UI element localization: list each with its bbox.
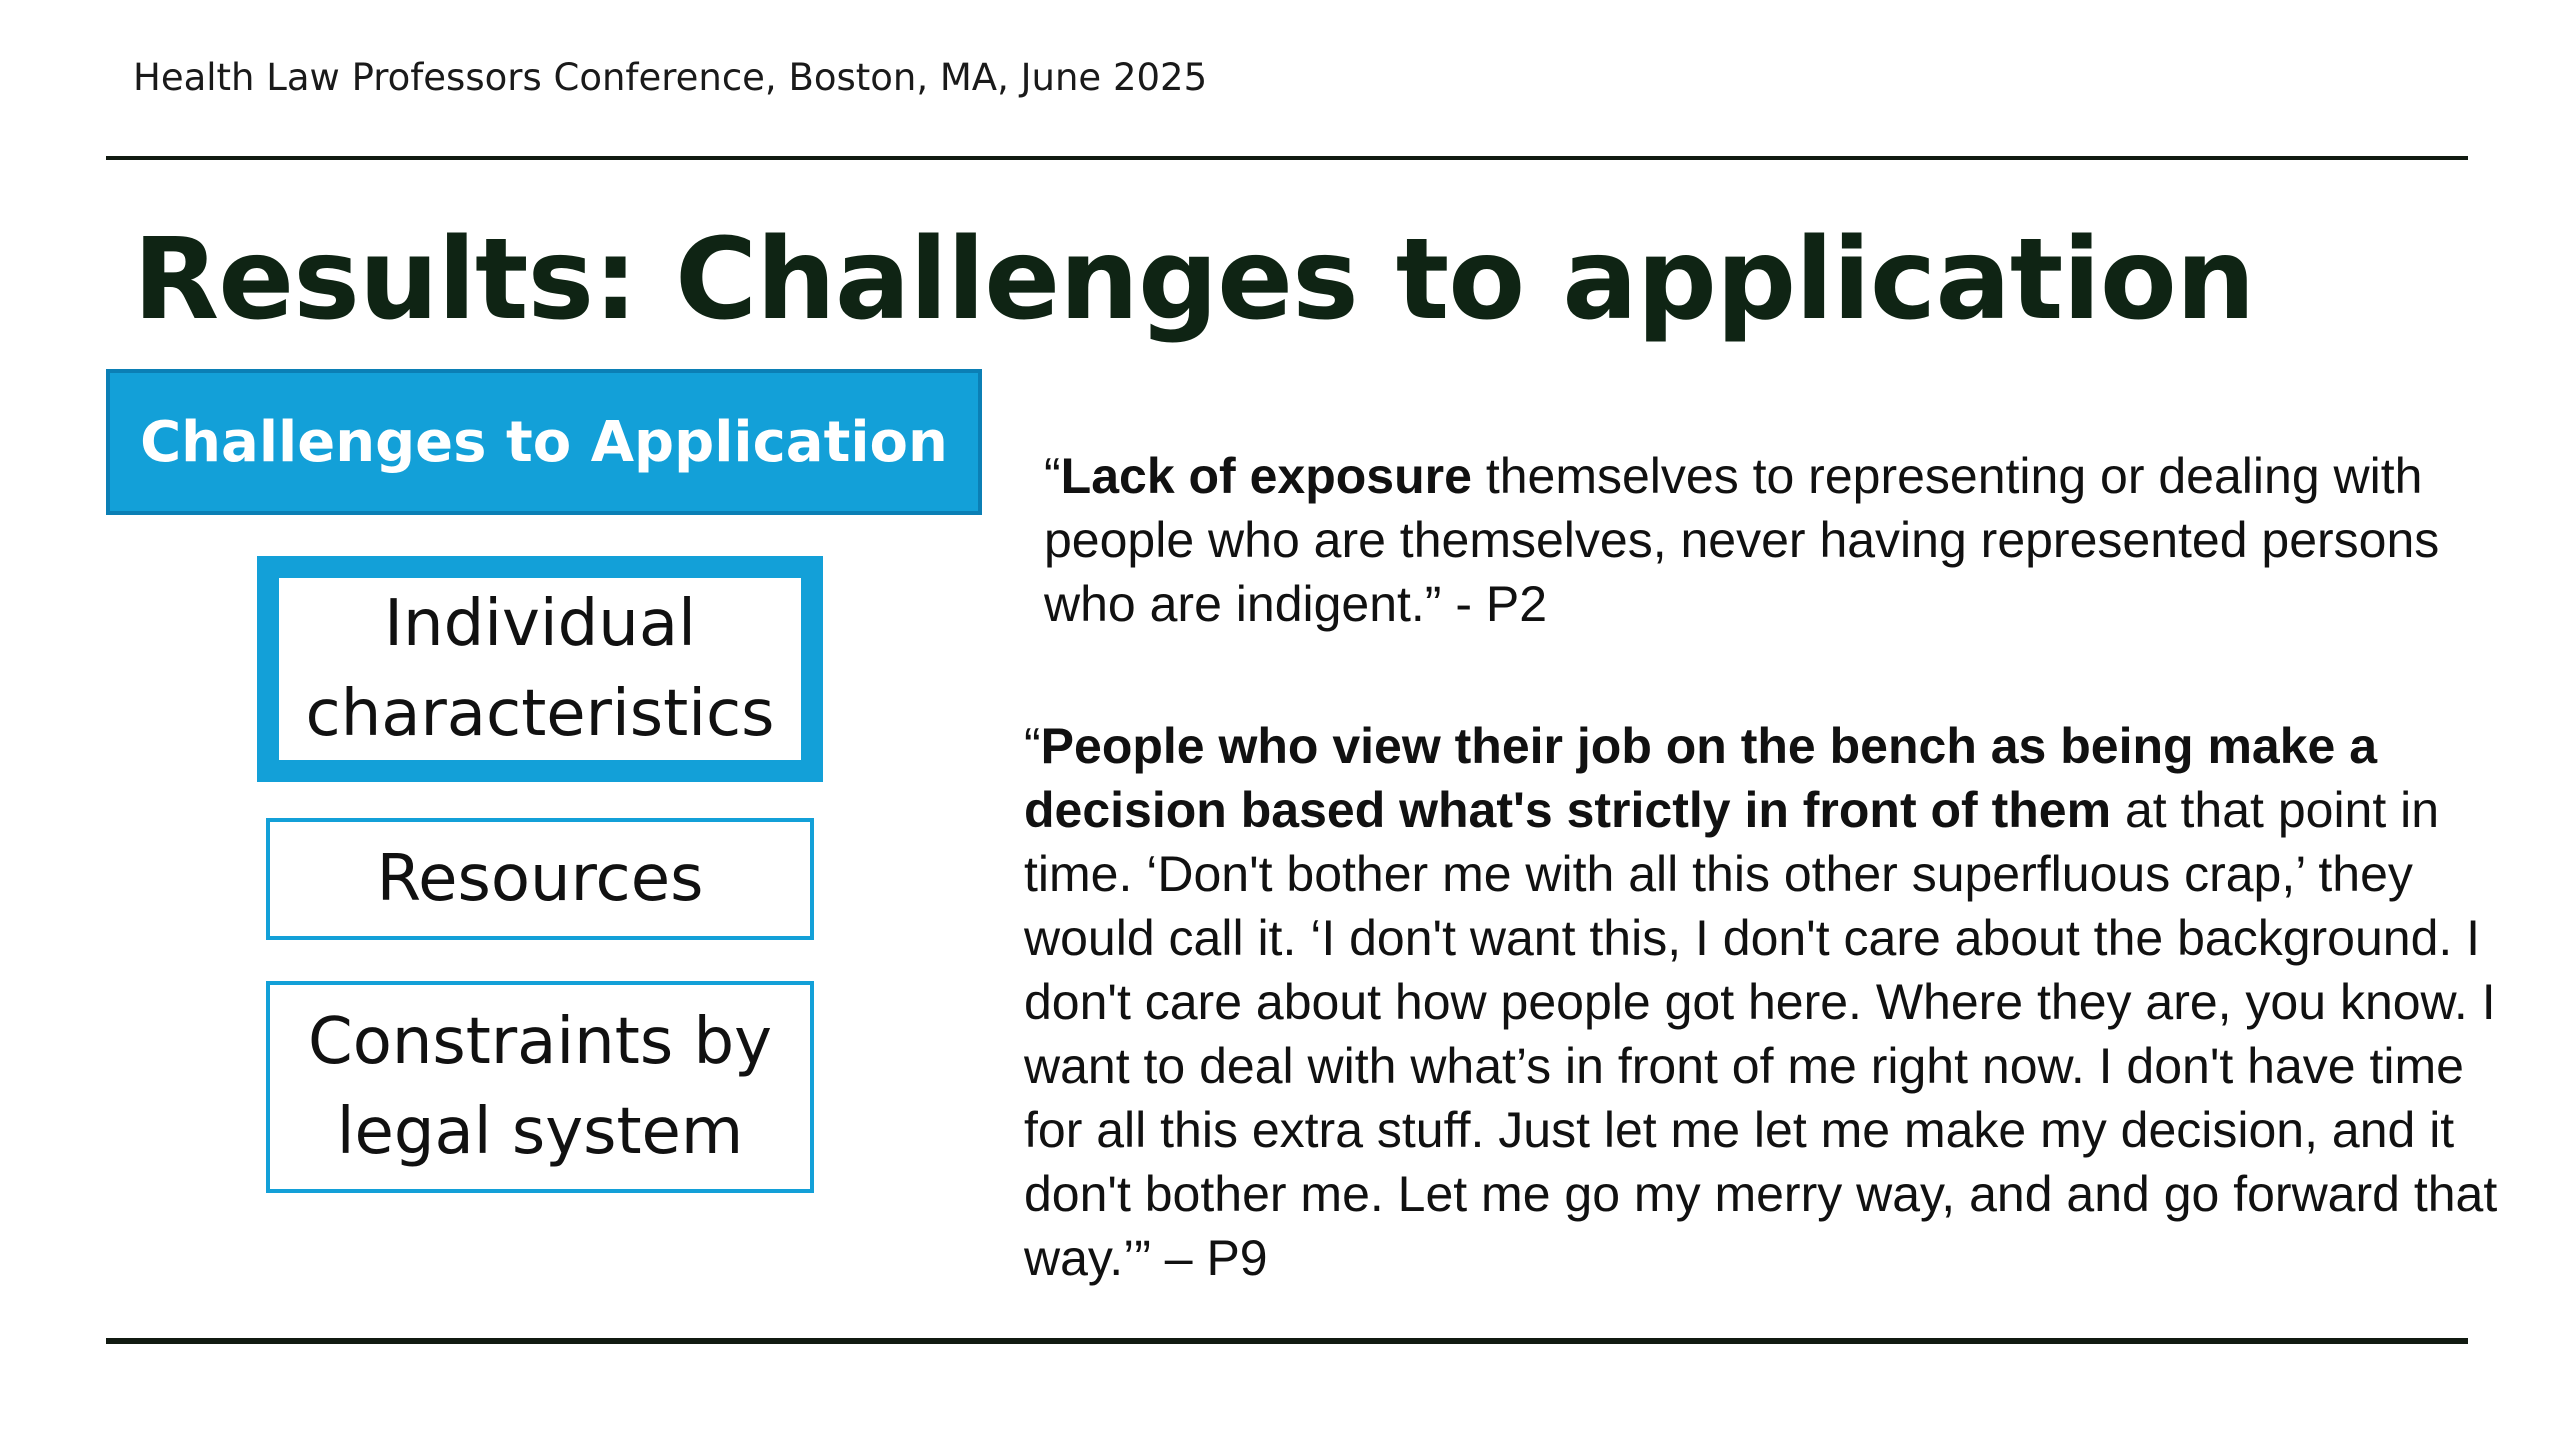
bottom-divider (106, 1338, 2468, 1344)
conference-line: Health Law Professors Conference, Boston, MA, June 2025 (133, 56, 1208, 99)
quote-p2-emphasis: Lack of exposure (1060, 448, 1472, 504)
category-individual-label: Individual characteristics (305, 587, 775, 751)
category-individual-characteristics (257, 556, 823, 782)
category-resources-label: Resources (376, 842, 704, 916)
category-constraints-legal-system (266, 981, 814, 1193)
category-resources (266, 818, 814, 940)
challenges-header-label: Challenges to Application (140, 409, 948, 475)
quote-p2: “Lack of exposure themselves to representing or dealing with people who are themselves, never having represented persons who are indigent.” - P2 (1044, 448, 2440, 632)
category-constraints-label: Constraints by legal system (308, 1005, 772, 1169)
slide-title: Results: Challenges to application (133, 215, 2255, 345)
quote-p9-emphasis: People who view their job on the bench as being make a decision based what's strictly in front of them (1024, 718, 2378, 838)
top-divider (106, 156, 2468, 160)
challenges-header-box (106, 369, 982, 515)
quote-p9: “People who view their job on the bench as being make a decision based what's strictly in front of them at that point in time. ‘Don't bother me with all this other superfluous crap,’ they would call it. ‘I don't want this, I don't care about the background. I don't care about how people got here. Where they are, you know. I want to deal with what’s in front of me right now. I don't have time for all this extra stuff. Just let me let me make my decision, and it don't bother me. Let me go my merry way, and and go forward that way.’” – P9 (1024, 718, 2498, 1286)
